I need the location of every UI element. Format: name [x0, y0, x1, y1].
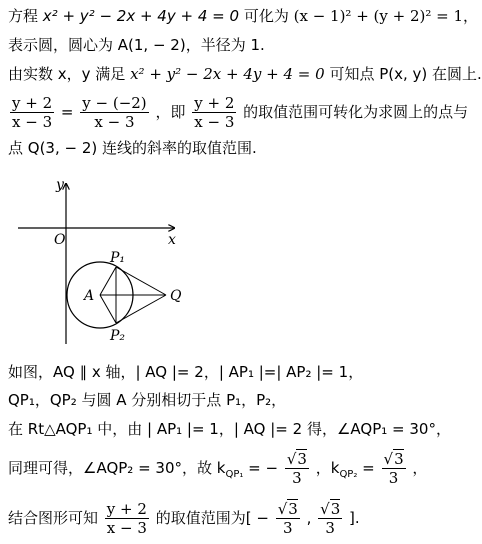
fraction-denominator: x − 3: [106, 519, 147, 537]
fraction-numerator: y + 2: [106, 500, 147, 518]
radicand: 3: [394, 450, 404, 468]
text: 由实数 x，y 满足: [8, 65, 126, 83]
fraction-denominator: 3: [325, 519, 335, 537]
fraction-numerator: [285, 450, 309, 469]
line-5: [8, 138, 257, 158]
label-p2: P₂: [110, 328, 126, 344]
sqrt-sign: √: [286, 450, 297, 468]
fraction-denominator: 3: [388, 469, 399, 487]
subscript: QP₂: [339, 469, 358, 480]
text: 结合图形可知: [8, 509, 99, 527]
line-3: [8, 64, 482, 84]
fraction: [192, 94, 236, 131]
text: ，即: [155, 103, 186, 121]
fraction-numerator: [276, 500, 300, 519]
fraction-numerator: y − (−2): [82, 94, 147, 112]
label-a: A: [84, 288, 95, 304]
line-2: [8, 35, 265, 55]
fraction-denominator: x − 3: [194, 113, 235, 131]
text: ，: [463, 7, 479, 25]
equation: x² + y² − 2x + 4y + 4 = 0: [130, 65, 325, 83]
text: 的取值范围可转化为求圆上的点与: [243, 103, 469, 121]
text: 在 Rt△AQP₁ 中，由 | AP₁ |= 1，| AQ |= 2 得，∠AQP₁ = 30°，: [8, 420, 451, 438]
line-8: [8, 419, 451, 439]
fraction: [382, 450, 406, 487]
radicand: 3: [297, 450, 307, 468]
fraction-numerator: [318, 500, 342, 519]
radicand: 3: [288, 500, 298, 518]
text: 的取值范围为[ −: [155, 509, 269, 527]
text: = −: [248, 459, 279, 477]
segment-ap2: [100, 295, 116, 323]
fraction-denominator: 3: [292, 469, 302, 487]
tangent-qp2: [116, 295, 166, 323]
equation: x² + y² − 2x + 4y + 4 = 0: [42, 7, 240, 25]
text: 如图，AQ ∥ x 轴，| AQ |= 2，| AP₁ |=| AP₂ |= 1，: [8, 363, 364, 381]
fraction: [105, 500, 149, 537]
text: ].: [349, 509, 360, 527]
segment-ap1: [100, 267, 116, 295]
fraction: [80, 94, 148, 131]
text: 点 Q(3, − 2) 连线的斜率的取值范围.: [8, 139, 257, 157]
fraction: [318, 500, 342, 537]
fraction: [276, 500, 300, 537]
text: =: [362, 459, 375, 477]
text: 可化为: [243, 7, 289, 25]
fraction-denominator: x − 3: [12, 113, 53, 131]
text: ,: [306, 509, 312, 527]
line-6: [8, 362, 363, 382]
text: 可知点 P(x, y) 在圆上.: [329, 65, 482, 83]
y-axis-label: y: [56, 177, 64, 193]
fraction-denominator: x − 3: [94, 113, 135, 131]
fraction-numerator: y + 2: [194, 94, 235, 112]
text: 方程: [8, 7, 39, 25]
line-4: [8, 92, 468, 132]
line-10: [8, 498, 360, 538]
fraction: [10, 94, 54, 131]
text: 同理可得，∠AQP₂ = 30°，故 k: [8, 459, 226, 477]
text: 表示圆，圆心为 A(1, − 2)，半径为 1.: [8, 36, 265, 54]
label-p1: P₁: [110, 250, 126, 266]
fraction: [285, 450, 309, 487]
fraction-numerator: [382, 450, 406, 469]
line-9: [8, 448, 427, 495]
line-7: [8, 390, 286, 410]
text: ，: [412, 459, 428, 477]
line-1: [8, 6, 478, 26]
equation: (x − 1)² + (y + 2)² = 1: [293, 7, 464, 25]
sqrt-sign: √: [320, 500, 330, 518]
sqrt-sign: √: [383, 450, 394, 468]
x-axis-label: x: [168, 232, 176, 248]
geometry-figure: [14, 176, 204, 346]
subscript: QP₁: [225, 469, 244, 480]
origin-label: O: [54, 232, 66, 248]
fraction-numerator: y + 2: [12, 94, 53, 112]
text: QP₁，QP₂ 与圆 A 分别相切于点 P₁，P₂，: [8, 391, 287, 409]
tangent-qp1: [116, 267, 166, 295]
text: ，k: [315, 459, 340, 477]
radicand: 3: [330, 500, 341, 518]
fraction-denominator: 3: [282, 519, 293, 537]
sqrt-sign: √: [277, 500, 288, 518]
text: =: [60, 103, 74, 121]
label-q: Q: [170, 288, 182, 304]
